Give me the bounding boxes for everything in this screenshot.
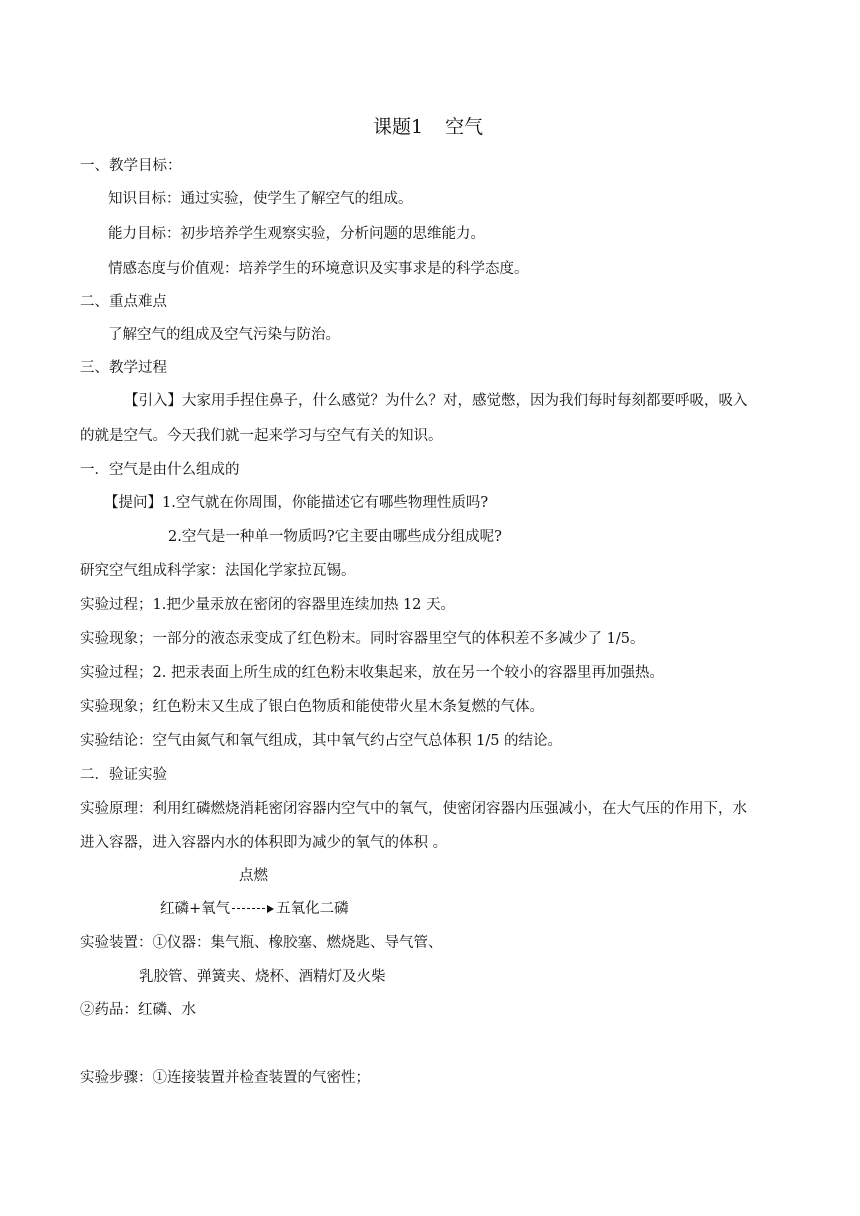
goal-knowledge: 知识目标：通过实验，使学生了解空气的组成。 [108, 191, 413, 207]
apparatus-line-2: 乳胶管、弹簧夹、烧杯、酒精灯及火柴 [139, 969, 386, 985]
scientist-line: 研究空气组成科学家：法国化学家拉瓦锡。 [80, 563, 356, 579]
drugs-line: ②药品：红磷、水 [80, 1002, 196, 1018]
intro-paragraph-line-1: 【引入】大家用手捏住鼻子，什么感觉？为什么？对，感觉憋，因为我们每时每刻都要呼吸，吸入 [124, 393, 748, 409]
steps-line: 实验步骤：①连接装置并检查装置的气密性； [80, 1070, 370, 1086]
apparatus-line-1: 实验装置：①仪器：集气瓶、橡胶塞、燃烧匙、导气管、 [80, 935, 443, 951]
experiment-phenomenon-1: 实验现象；一部分的液态汞变成了红色粉末。同时容器里空气的体积差不多减少了 1/5。 [80, 631, 645, 647]
principle-line-1: 实验原理：利用红磷燃烧消耗密闭容器内空气中的氧气，使密闭容器内压强减小，在大气压的作用下，水 [80, 801, 747, 817]
reaction-reactants: 红磷+氧气 [160, 901, 231, 917]
reaction-product: 五氧化二磷 [276, 901, 349, 917]
part1-heading: 一．空气是由什么组成的 [80, 462, 240, 478]
reaction-equation [160, 899, 349, 919]
lesson-topic: 空气 [445, 116, 484, 138]
intro-paragraph-line-2: 的就是空气。今天我们就一起来学习与空气有关的知识。 [80, 428, 443, 444]
question-1: 【提问】1.空气就在你周围，你能描述它有哪些物理性质吗? [104, 495, 489, 511]
reaction-condition: 点燃 [239, 868, 268, 884]
section-heading-key-points: 二、重点难点 [80, 294, 167, 310]
question-2: 2.空气是一种单一物质吗?它主要由哪些成分组成呢? [168, 529, 502, 545]
experiment-phenomenon-2: 实验现象；红色粉末又生成了银白色物质和能使带火星木条复燃的气体。 [80, 699, 544, 715]
lesson-number: 课题1 [373, 116, 424, 138]
part2-heading: 二．验证实验 [80, 767, 167, 783]
section-heading-goals: 一、教学目标： [80, 158, 182, 174]
key-points-content: 了解空气的组成及空气污染与防治。 [108, 327, 340, 343]
reaction-arrow-icon [232, 904, 274, 914]
experiment-conclusion: 实验结论：空气由氮气和氧气组成，其中氧气约占空气总体积 1/5 的结论。 [80, 733, 563, 749]
page-title [373, 115, 483, 139]
section-heading-process: 三、教学过程 [80, 360, 167, 376]
experiment-process-1: 实验过程；1.把少量汞放在密闭的容器里连续加热 12 天。 [80, 597, 456, 613]
experiment-process-2: 实验过程；2. 把汞表面上所生成的红色粉末收集起来，放在另一个较小的容器里再加强热。 [80, 665, 664, 681]
goal-ability: 能力目标：初步培养学生观察实验，分析问题的思维能力。 [108, 226, 485, 242]
goal-emotion: 情感态度与价值观：培养学生的环境意识及实事求是的科学态度。 [108, 261, 529, 277]
principle-line-2: 进入容器，进入容器内水的体积即为减少的氧气的体积 。 [80, 835, 448, 851]
